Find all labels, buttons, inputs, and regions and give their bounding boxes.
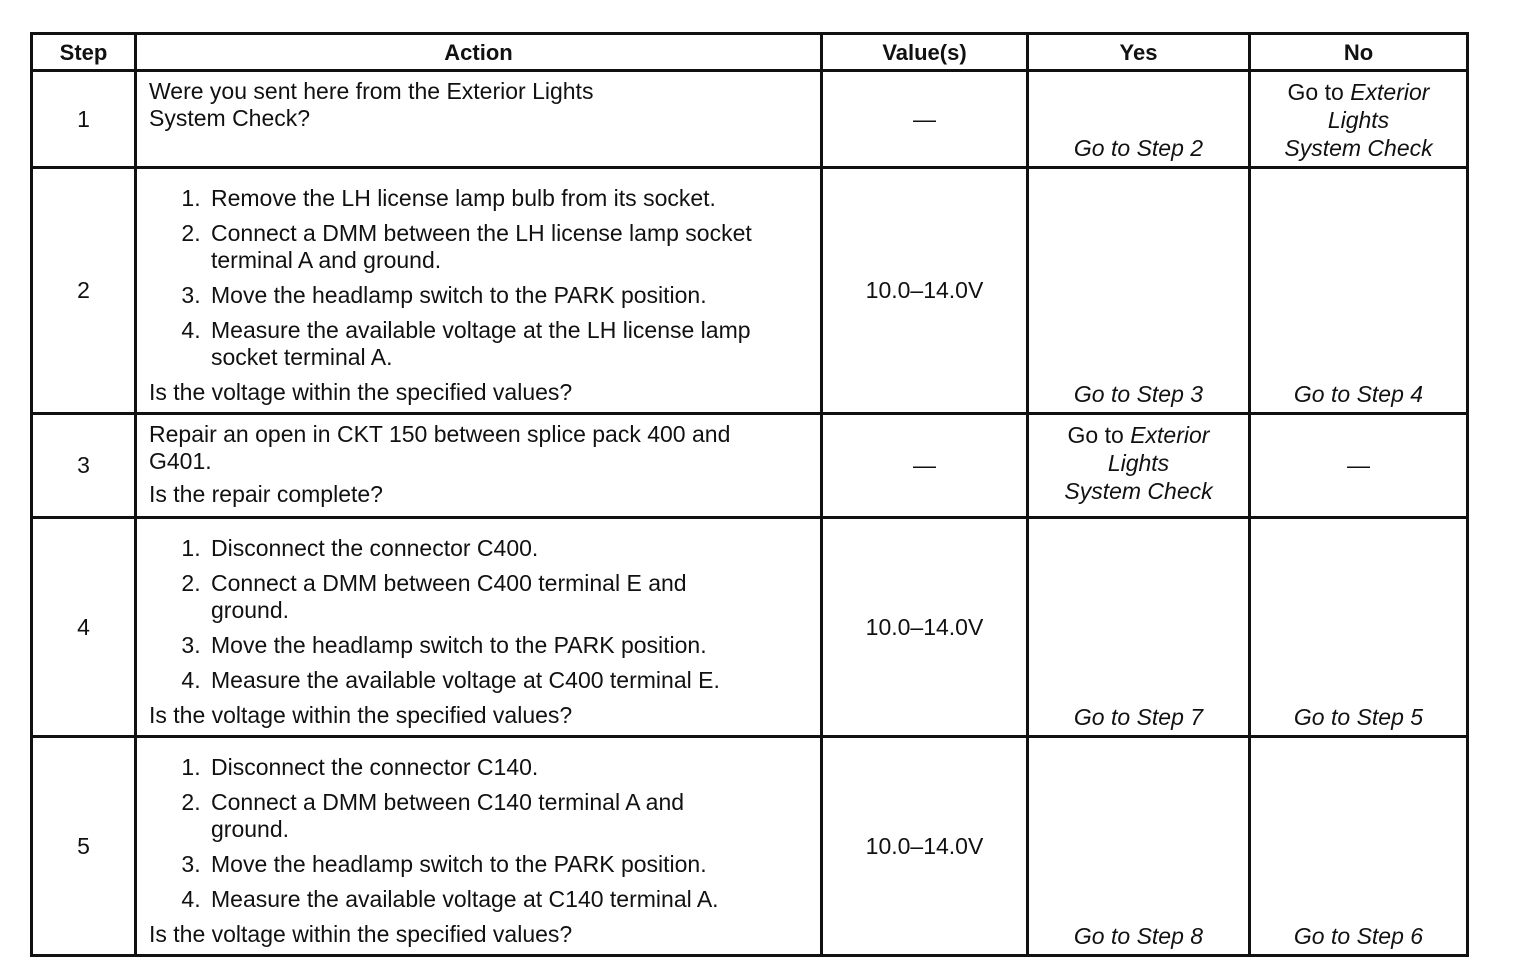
action-intro: Were you sent here from the Exterior Lights System Check? [149,78,594,131]
yes-cell: Go to Step 8 [1028,737,1250,956]
yes-cell: Go to Step 7 [1028,518,1250,737]
action-steps [149,754,808,913]
action-step: 3. Move the headlamp switch to the PARK position. [207,632,748,659]
diagnostic-table [30,32,1469,957]
step-number: 3 [32,414,136,518]
action-question: Is the repair complete? [149,481,383,507]
goto-target: Lights [1107,450,1170,476]
table-row [32,737,1468,956]
action-question: Is the voltage within the specified values? [149,379,573,405]
header-step: Step [32,34,136,71]
goto-target: System Check [1284,135,1433,161]
action-cell [136,518,822,737]
action-step: 1. Disconnect the connector C400. [207,535,748,562]
header-row [32,34,1468,71]
yes-cell [1028,414,1250,518]
step-number: 4 [32,518,136,737]
goto-prefix: Go to [1067,422,1124,448]
action-cell [136,168,822,414]
header-yes: Yes [1028,34,1250,71]
no-cell: Go to Step 5 [1250,518,1468,737]
table-row [32,414,1468,518]
header-action: Action [136,34,822,71]
goto-target: System Check [1064,478,1213,504]
action-step: 1. Disconnect the connector C140. [207,754,748,781]
action-cell [136,71,822,168]
no-cell [1250,71,1468,168]
goto-target: Lights [1327,107,1390,133]
action-question: Is the voltage within the specified values? [149,921,573,947]
action-cell [136,414,822,518]
no-cell: Go to Step 6 [1250,737,1468,956]
action-step: 1. Remove the LH license lamp bulb from its socket. [207,185,808,212]
action-intro: Repair an open in CKT 150 between splice pack 400 and G401. [149,421,731,474]
goto-target: Exterior [1350,79,1430,105]
action-question: Is the voltage within the specified values? [149,702,573,728]
table-row [32,518,1468,737]
value-cell: 10.0–14.0V [822,518,1028,737]
yes-cell: Go to Step 2 [1028,71,1250,168]
action-cell [136,737,822,956]
action-step: 3. Move the headlamp switch to the PARK position. [207,851,748,878]
yes-cell: Go to Step 3 [1028,168,1250,414]
action-step: 4. Measure the available voltage at the LH license lamp socket terminal A. [207,317,808,371]
table-row [32,168,1468,414]
goto-prefix: Go to [1287,79,1344,105]
step-number: 2 [32,168,136,414]
header-values: Value(s) [822,34,1028,71]
value-cell: — [822,71,1028,168]
value-cell: 10.0–14.0V [822,168,1028,414]
step-number: 1 [32,71,136,168]
action-steps [149,535,808,694]
action-step: 2. Connect a DMM between C400 terminal E and ground. [207,570,748,624]
action-step: 4. Measure the available voltage at C140 terminal A. [207,886,748,913]
step-number: 5 [32,737,136,956]
no-cell: — [1250,414,1468,518]
action-step: 2. Connect a DMM between C140 terminal A and ground. [207,789,748,843]
action-step: 2. Connect a DMM between the LH license lamp socket terminal A and ground. [207,220,808,274]
table-row [32,71,1468,168]
goto-target: Exterior [1130,422,1210,448]
value-cell: — [822,414,1028,518]
header-no: No [1250,34,1468,71]
no-cell: Go to Step 4 [1250,168,1468,414]
action-step: 3. Move the headlamp switch to the PARK position. [207,282,808,309]
action-steps [149,185,808,371]
value-cell: 10.0–14.0V [822,737,1028,956]
action-step: 4. Measure the available voltage at C400 terminal E. [207,667,748,694]
